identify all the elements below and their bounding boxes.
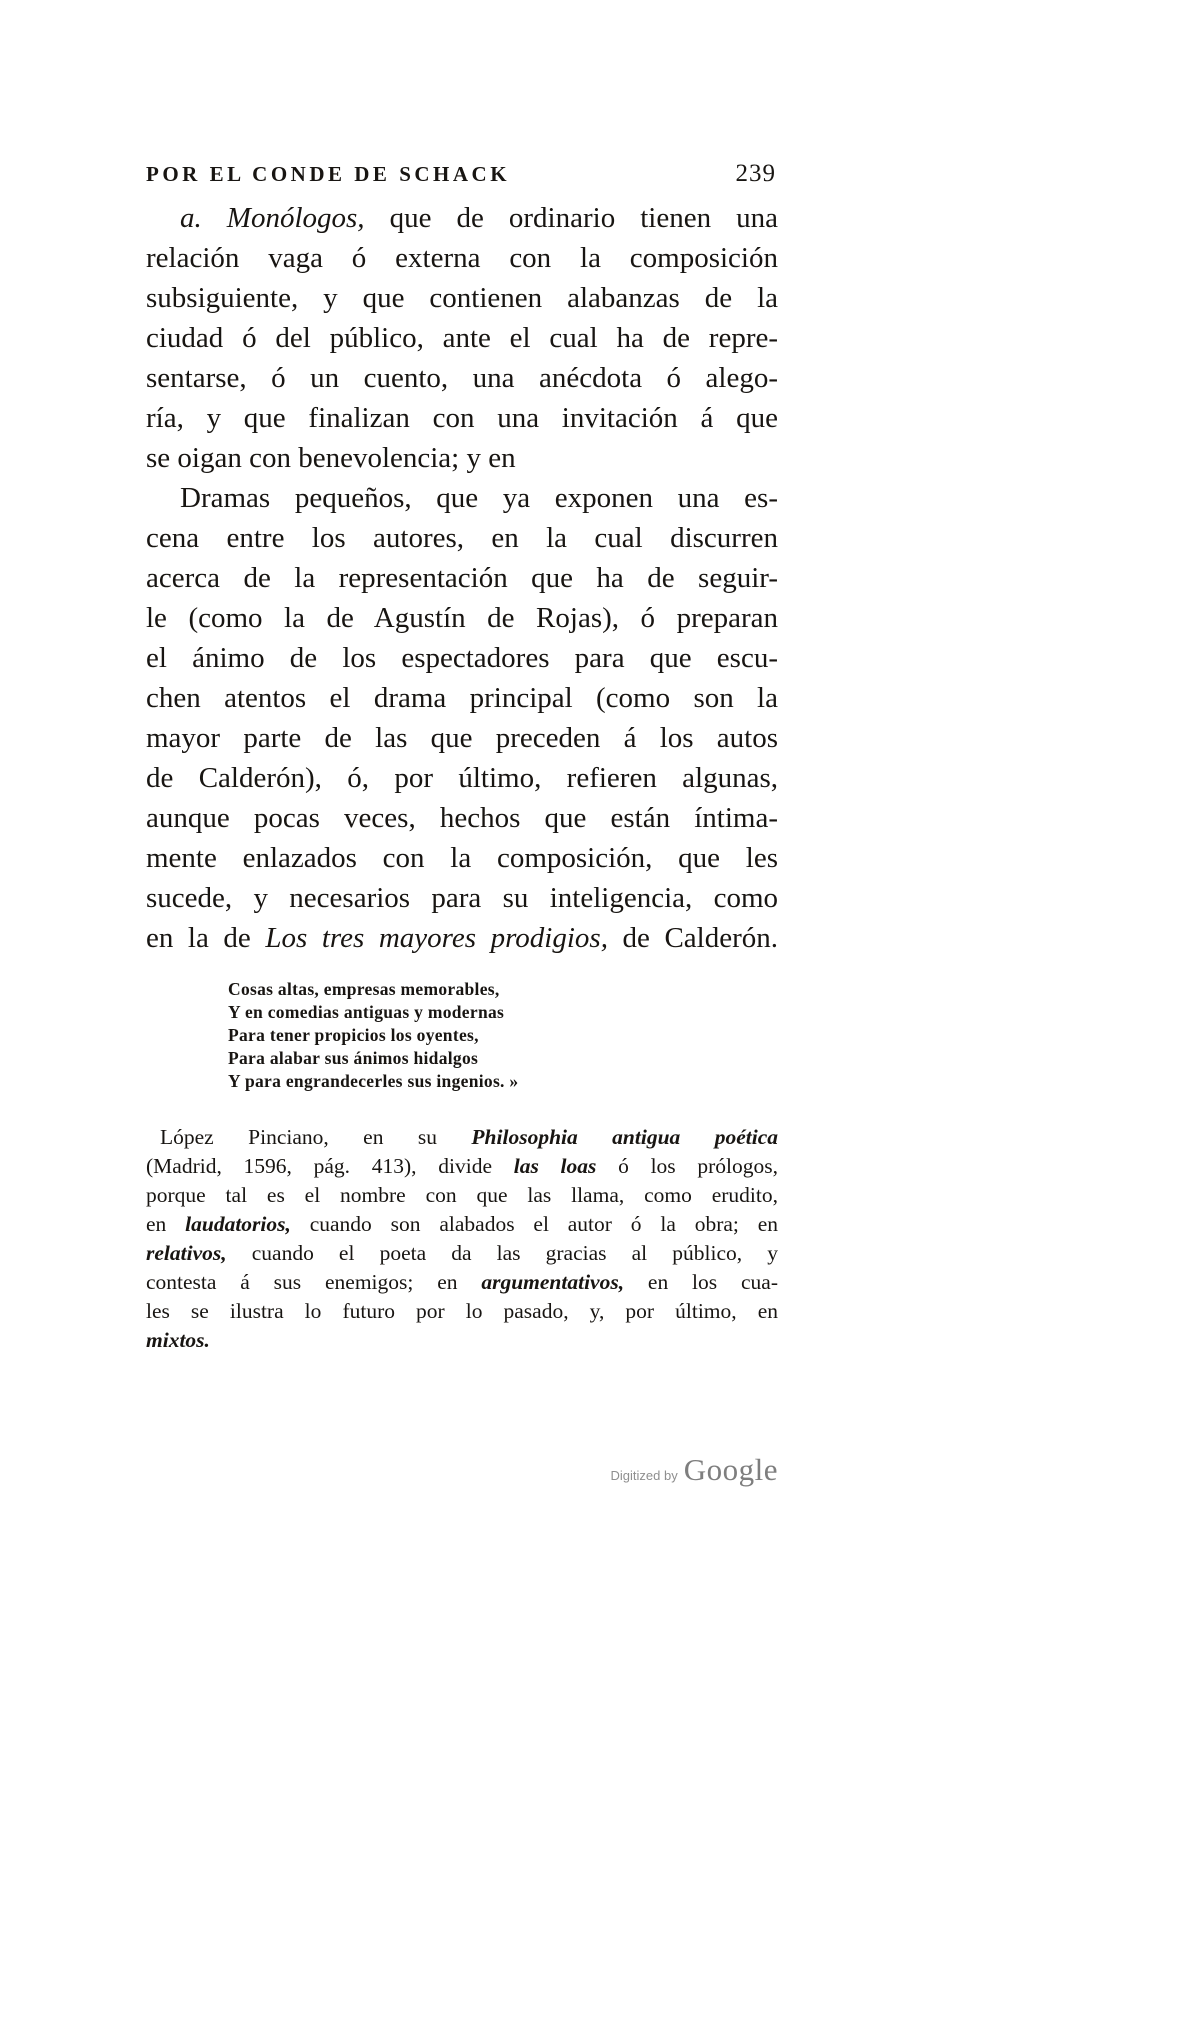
text-line: subsiguiente, y que contienen alabanzas de la — [146, 282, 778, 314]
text-line: le (como la de Agustín de Rojas), ó preparan — [146, 602, 778, 634]
text-line: relativos, cuando el poeta da las gracias al público, y — [146, 1241, 778, 1265]
digitization-watermark — [568, 1452, 778, 1488]
verse-quotation — [228, 978, 778, 1093]
text-line: sucede, y necesarios para su inteligencia, como — [146, 882, 778, 914]
page-content — [146, 160, 778, 1355]
text-line: Dramas pequeños, que ya exponen una es- — [180, 482, 778, 514]
page-header — [146, 160, 778, 188]
text-line: de Calderón), ó, por último, refieren algunas, — [146, 762, 778, 794]
text-line: en la de Los tres mayores prodigios, de Calderón. — [146, 922, 779, 954]
text-line: Y en comedias antiguas y modernas — [228, 1002, 505, 1022]
text-line: López Pinciano, en su Philosophia antigua poética — [160, 1125, 778, 1149]
text-line: aunque pocas veces, hechos que están íntima- — [146, 802, 778, 834]
text-line: ciudad ó del público, ante el cual ha de repre- — [146, 322, 778, 354]
text-line: (Madrid, 1596, pág. 413), divide las loas ó los prólogos, — [146, 1154, 779, 1178]
text-line: chen atentos el drama principal (como son la — [146, 682, 778, 714]
text-line: mayor parte de las que preceden á los autos — [146, 722, 778, 754]
text-line: a. Monólogos, que de ordinario tienen una — [180, 202, 779, 234]
paragraph-dramas — [146, 478, 778, 958]
text-line: se oigan con benevolencia; y en — [146, 442, 516, 474]
digitized-by-label: Digitized by — [610, 1468, 678, 1483]
text-line: Para tener propicios los oyentes, — [228, 1025, 479, 1045]
text-line: Para alabar sus ánimos hidalgos — [228, 1048, 479, 1068]
text-line: ría, y que finalizan con una invitación á que — [146, 402, 778, 434]
footnote-block — [146, 1123, 778, 1355]
text-line: porque tal es el nombre con que las llama, como erudito, — [146, 1183, 778, 1207]
page-number: 239 — [735, 160, 776, 187]
text-line: contesta á sus enemigos; en argumentativos, en los cua- — [146, 1270, 778, 1294]
text-line: relación vaga ó externa con la composición — [146, 242, 778, 274]
text-line: en laudatorios, cuando son alabados el autor ó la obra; en — [146, 1212, 778, 1236]
text-line: acerca de la representación que ha de seguir- — [146, 562, 778, 594]
main-text — [146, 198, 778, 958]
text-line: Cosas altas, empresas memorables, — [228, 979, 500, 999]
text-line: Y para engrandecerles sus ingenios. » — [228, 1071, 519, 1091]
text-line: mente enlazados con la composición, que les — [146, 842, 778, 874]
text-line: cena entre los autores, en la cual discurren — [146, 522, 778, 554]
text-line: mixtos. — [146, 1328, 210, 1352]
running-title: POR EL CONDE DE SCHACK — [146, 162, 511, 186]
text-line: el ánimo de los espectadores para que escu- — [146, 642, 778, 674]
paragraph-monologos — [146, 198, 778, 478]
text-line: sentarse, ó un cuento, una anécdota ó alego- — [146, 362, 778, 394]
text-line: les se ilustra lo futuro por lo pasado, y, por último, en — [146, 1299, 778, 1323]
google-logo: Google — [683, 1452, 778, 1487]
